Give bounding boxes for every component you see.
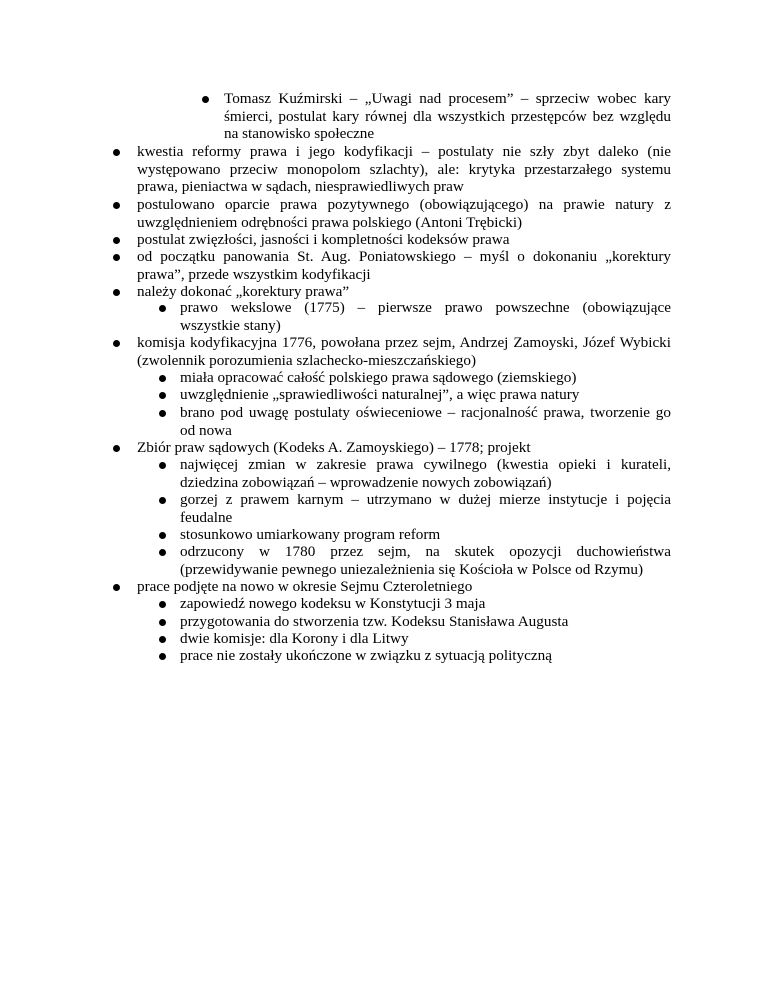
list-item (180, 386, 671, 404)
bullet-icon (159, 619, 166, 626)
list-item (180, 456, 671, 491)
bullet-icon (113, 340, 120, 347)
list-item-text: uwzględnienie „sprawiedliwości naturalnej”, a więc prawa natury (180, 386, 580, 403)
bullet-icon (159, 636, 166, 643)
list-item-text: prace nie zostały ukończone w związku z sytuacją polityczną (180, 647, 552, 664)
list-item-text: od początku panowania St. Aug. Poniatowskiego – myśl o dokonaniu „korektury prawa”, przede wszystkim kodyfikacji (137, 248, 671, 283)
list-item (180, 526, 671, 544)
list-item (137, 334, 671, 369)
bullet-icon (113, 289, 120, 296)
list-item (180, 543, 671, 578)
list-item-text: brano pod uwagę postulaty oświeceniowe – racjonalność prawa, tworzenie go od nowa (180, 404, 671, 439)
list-item-text: postulat zwięzłości, jasności i kompletności kodeksów prawa (137, 231, 510, 248)
list-item (180, 299, 671, 334)
list-item (180, 369, 671, 387)
list-item (137, 196, 671, 231)
list-item-text: przygotowania do stworzenia tzw. Kodeksu Stanisława Augusta (180, 613, 569, 630)
bullet-icon (202, 96, 209, 103)
list-item (180, 404, 671, 439)
bullet-icon (113, 584, 120, 591)
list-item-text: należy dokonać „korektury prawa” (137, 283, 350, 300)
list-item-text: komisja kodyfikacyjna 1776, powołana przez sejm, Andrzej Zamoyski, Józef Wybicki (zwolennik porozumienia szlachecko-mieszczańskiego) (137, 334, 671, 369)
list-item (180, 491, 671, 526)
bullet-icon (159, 305, 166, 312)
list-item-text: prawo wekslowe (1775) – pierwsze prawo powszechne (obowiązujące wszystkie stany) (180, 299, 671, 334)
list-item-text: stosunkowo umiarkowany program reform (180, 526, 441, 543)
list-item-text: zapowiedź nowego kodeksu w Konstytucji 3 maja (180, 595, 486, 612)
list-item (180, 630, 671, 648)
bullet-icon (113, 149, 120, 156)
bullet-icon (159, 462, 166, 469)
bullet-icon (159, 410, 166, 417)
list-item (180, 647, 671, 665)
list-item-text: Zbiór praw sądowych (Kodeks A. Zamoyskiego) – 1778; projekt (137, 439, 531, 456)
bullet-icon (113, 254, 120, 261)
bullet-icon (159, 392, 166, 399)
bullet-icon (159, 601, 166, 608)
list-item-text: gorzej z prawem karnym – utrzymano w dużej mierze instytucje i pojęcia feudalne (180, 491, 671, 526)
list-item-text: kwestia reformy prawa i jego kodyfikacji – postulaty nie szły zbyt daleko (nie występowano przeciw monopolom szlachty), ale: krytyka przestarzałego systemu prawa, pieniactwa w sądach, niesprawiedliwych praw (137, 143, 671, 195)
list-item (137, 248, 671, 283)
bullet-icon (159, 532, 166, 539)
list-item-text: postulowano oparcie prawa pozytywnego (obowiązującego) na prawie natury z uwzględnieniem odrębności prawa polskiego (Antoni Trębicki) (137, 196, 671, 231)
list-item (224, 90, 671, 143)
bullet-icon (159, 549, 166, 556)
list-item (137, 283, 671, 301)
list-item (137, 578, 671, 596)
bullet-icon (113, 202, 120, 209)
bullet-icon (159, 653, 166, 660)
list-item (137, 231, 671, 249)
bullet-icon (113, 237, 120, 244)
list-item-text: najwięcej zmian w zakresie prawa cywilnego (kwestia opieki i kurateli, dziedzina zobowiązań – wprowadzenie nowych zobowiązań) (180, 456, 671, 491)
bullet-icon (113, 445, 120, 452)
bullet-icon (159, 497, 166, 504)
list-item-text: odrzucony w 1780 przez sejm, na skutek opozycji duchowieństwa (przewidywanie pewnego uniezależnienia się Kościoła w Polsce od Rzymu) (180, 543, 671, 578)
bullet-icon (159, 375, 166, 382)
list-item (180, 613, 671, 631)
list-item-text: dwie komisje: dla Korony i dla Litwy (180, 630, 409, 647)
list-item (180, 595, 671, 613)
list-item-text: prace podjęte na nowo w okresie Sejmu Czteroletniego (137, 578, 473, 595)
list-item (137, 143, 671, 196)
list-item-text: Tomasz Kuźmirski – „Uwagi nad procesem” – sprzeciw wobec kary śmierci, postulat kary równej dla wszystkich przestępców bez względu na stanowisko społeczne (224, 90, 671, 142)
list-item (137, 439, 671, 457)
list-item-text: miała opracować całość polskiego prawa sądowego (ziemskiego) (180, 369, 577, 386)
